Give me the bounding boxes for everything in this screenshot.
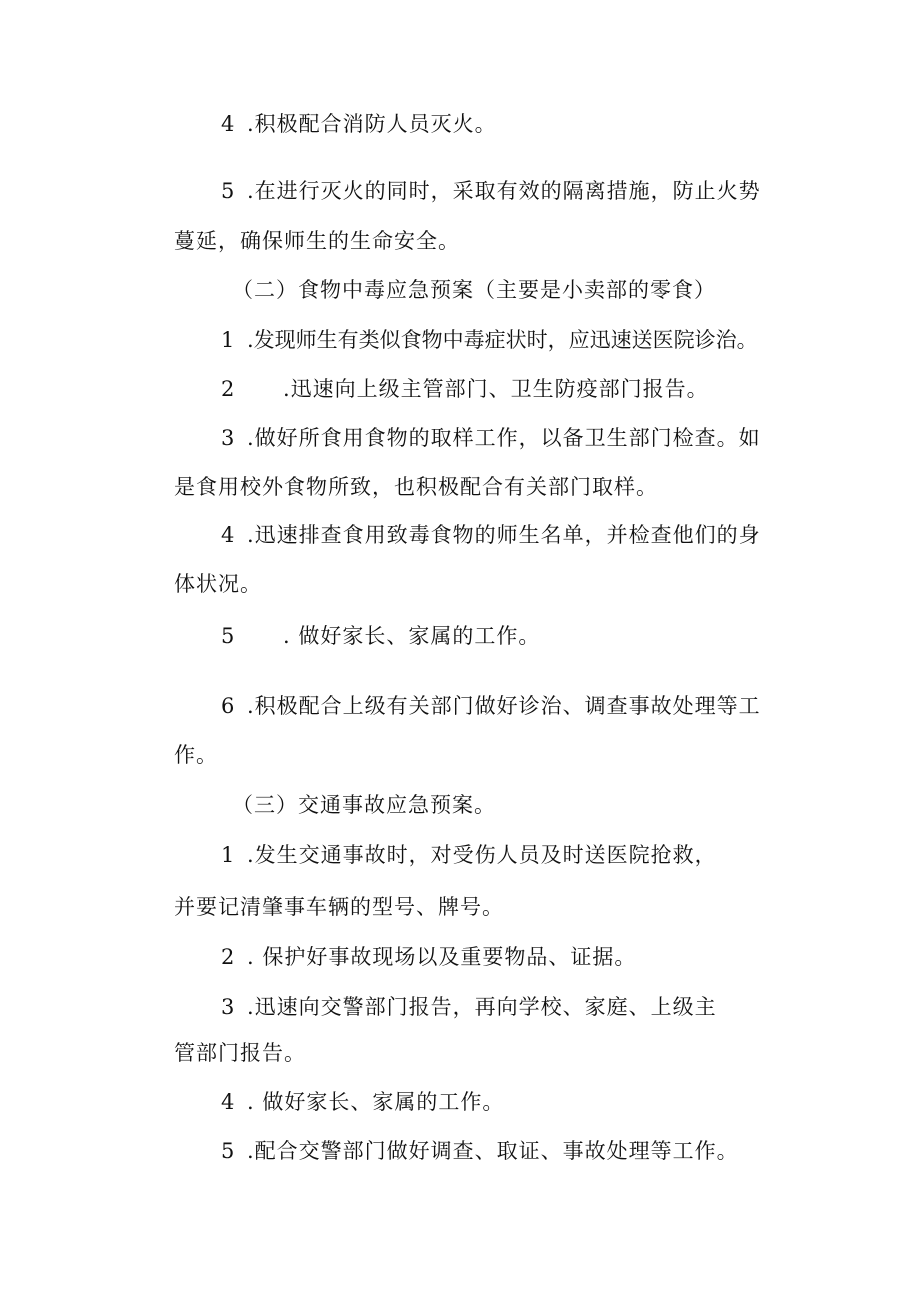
section-heading: （二）食物中毒应急预案（主要是小卖部的零食）	[232, 278, 716, 302]
list-number: 4	[221, 112, 235, 136]
list-number: 2	[221, 945, 235, 969]
paragraph-line: .迅速排查食用致毒食物的师生名单，并检查他们的身	[247, 523, 761, 547]
list-number: 3	[221, 426, 235, 450]
paragraph-line: .迅速向上级主管部门、卫生防疫部门报告。	[283, 377, 709, 401]
paragraph-line: .发现师生有类似食物中毒症状时，应迅速送医院诊治。	[247, 328, 758, 352]
list-number: 5	[221, 624, 235, 648]
paragraph-line: .配合交警部门做好调查、取证、事故处理等工作。	[247, 1139, 739, 1163]
paragraph-line: . 做好家长、家属的工作。	[247, 1090, 505, 1114]
paragraph-line: . 做好家长、家属的工作。	[283, 624, 541, 648]
list-number: 6	[221, 694, 235, 718]
list-number: 2	[221, 377, 235, 401]
paragraph-line: 并要记清肇事车辆的型号、牌号。	[174, 895, 504, 919]
list-number: 5	[221, 179, 235, 203]
list-number: 1	[221, 843, 235, 867]
paragraph-line: . 保护好事故现场以及重要物品、证据。	[247, 945, 637, 969]
paragraph-line: 是食用校外食物所致，也积极配合有关部门取样。	[174, 475, 658, 499]
paragraph-line: .积极配合消防人员灭火。	[247, 112, 497, 136]
paragraph-line: 蔓延，确保师生的生命安全。	[174, 229, 460, 253]
paragraph-line: 体状况。	[174, 572, 262, 596]
list-number: 4	[221, 523, 235, 547]
list-number: 5	[221, 1139, 235, 1163]
paragraph-line: 作。	[174, 743, 218, 767]
list-number: 1	[221, 328, 235, 352]
list-number: 3	[221, 995, 235, 1019]
list-number: 4	[221, 1090, 235, 1114]
paragraph-line: .做好所食用食物的取样工作，以备卫生部门检查。如	[247, 426, 761, 450]
paragraph-line: .在进行灭火的同时，采取有效的隔离措施，防止火势	[247, 179, 761, 203]
paragraph-line: .积极配合上级有关部门做好诊治、调查事故处理等工	[247, 694, 761, 718]
paragraph-line: .发生交通事故时，对受伤人员及时送医院抢救，	[247, 843, 717, 867]
paragraph-line: 管部门报告。	[174, 1041, 306, 1065]
section-heading: （三）交通事故应急预案。	[232, 793, 496, 817]
paragraph-line: .迅速向交警部门报告，再向学校、家庭、上级主	[247, 995, 717, 1019]
